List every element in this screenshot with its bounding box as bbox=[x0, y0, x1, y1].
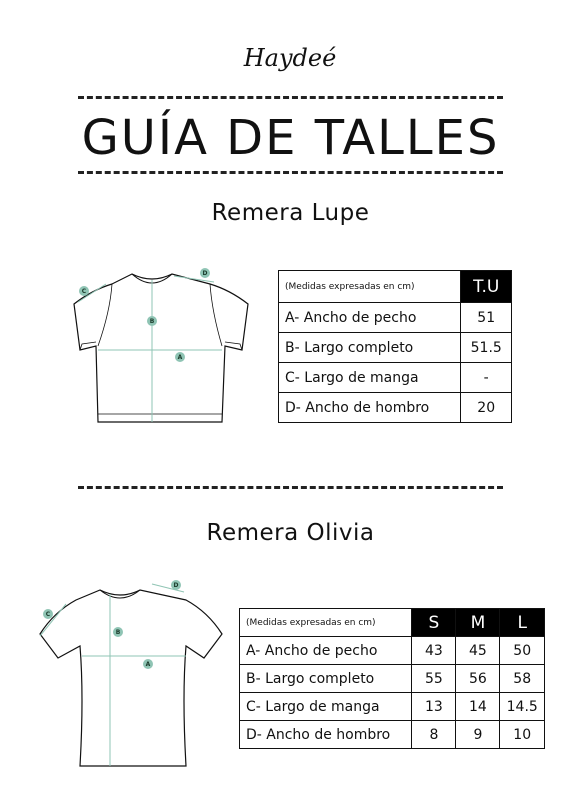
cell-value: 8 bbox=[412, 721, 456, 749]
marker-a bbox=[143, 659, 153, 669]
brand-signature: Haydeé bbox=[243, 44, 337, 72]
size-header-l: L bbox=[500, 609, 545, 637]
cell-value: 14 bbox=[456, 693, 500, 721]
svg-text:C: C bbox=[81, 288, 87, 295]
marker-b bbox=[113, 627, 123, 637]
size-header-tu: T.U bbox=[461, 271, 512, 303]
row-label-b: B- Largo completo bbox=[279, 333, 461, 363]
svg-text:D: D bbox=[202, 270, 208, 277]
size-table-lupe bbox=[278, 270, 512, 423]
cell-value: 20 bbox=[461, 393, 512, 423]
svg-text:D: D bbox=[173, 582, 179, 589]
cell-value: 43 bbox=[412, 637, 456, 665]
table-note: (Medidas expresadas en cm) bbox=[240, 609, 412, 637]
size-header-s: S bbox=[412, 609, 456, 637]
marker-d bbox=[200, 268, 210, 278]
cell-value: 50 bbox=[500, 637, 545, 665]
row-label-c: C- Largo de manga bbox=[279, 363, 461, 393]
svg-text:C: C bbox=[45, 611, 51, 618]
cell-value: - bbox=[461, 363, 512, 393]
size-header-m: M bbox=[456, 609, 500, 637]
cell-value: 14.5 bbox=[500, 693, 545, 721]
size-table-olivia bbox=[239, 608, 545, 749]
svg-text:A: A bbox=[145, 661, 151, 668]
divider-top bbox=[78, 96, 503, 99]
row-label-b: B- Largo completo bbox=[240, 665, 412, 693]
marker-b bbox=[147, 316, 157, 326]
svg-text:B: B bbox=[115, 629, 121, 636]
divider-middle bbox=[78, 486, 503, 489]
table-note: (Medidas expresadas en cm) bbox=[279, 271, 461, 303]
cell-value: 51.5 bbox=[461, 333, 512, 363]
svg-text:B: B bbox=[149, 318, 155, 325]
marker-c bbox=[79, 286, 89, 296]
row-label-d: D- Ancho de hombro bbox=[240, 721, 412, 749]
cell-value: 56 bbox=[456, 665, 500, 693]
marker-c bbox=[43, 609, 53, 619]
olivia-shirt-diagram bbox=[36, 576, 236, 776]
divider-title-bottom bbox=[78, 171, 503, 174]
cell-value: 55 bbox=[412, 665, 456, 693]
cell-value: 51 bbox=[461, 303, 512, 333]
marker-a bbox=[175, 352, 185, 362]
row-label-d: D- Ancho de hombro bbox=[279, 393, 461, 423]
section-title-olivia: Remera Olivia bbox=[206, 520, 375, 546]
lupe-shirt-diagram bbox=[70, 262, 260, 432]
cell-value: 45 bbox=[456, 637, 500, 665]
cell-value: 9 bbox=[456, 721, 500, 749]
row-label-c: C- Largo de manga bbox=[240, 693, 412, 721]
brand-logo bbox=[240, 28, 340, 88]
cell-value: 10 bbox=[500, 721, 545, 749]
row-label-a: A- Ancho de pecho bbox=[279, 303, 461, 333]
svg-text:A: A bbox=[177, 354, 183, 361]
marker-d bbox=[171, 580, 181, 590]
page-title: GUÍA DE TALLES bbox=[81, 110, 500, 166]
row-label-a: A- Ancho de pecho bbox=[240, 637, 412, 665]
cell-value: 58 bbox=[500, 665, 545, 693]
cell-value: 13 bbox=[412, 693, 456, 721]
section-title-lupe: Remera Lupe bbox=[211, 200, 370, 226]
